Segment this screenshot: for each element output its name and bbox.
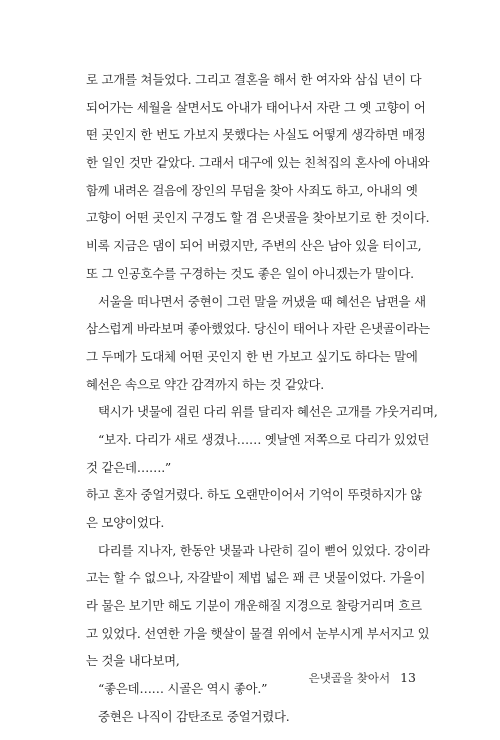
text-line: 비록 지금은 댐이 되어 버렸지만, 주변의 산은 남아 있을 터이고, [86, 238, 422, 254]
text-line: 로 고개를 쳐들었다. 그리고 결혼을 해서 한 여자와 삼십 년이 다 [86, 72, 422, 87]
text-line: 되어가는 세월을 살면서도 아내가 태어나서 자란 그 옛 고향이 어 [86, 99, 426, 115]
text-line: 중현은 나직이 감탄조로 중얼거렸다. [98, 708, 290, 724]
text-line: 것 같은데…….” [86, 459, 172, 475]
running-title: 은냇골을 찾아서 [308, 671, 391, 685]
text-line: 택시가 냇물에 걸린 다리 위를 달리자 혜선은 고개를 갸웃거리며, [98, 404, 438, 420]
text-line: 라 물은 보기만 해도 기분이 개운해질 지경으로 찰랑거리며 흐르 [86, 598, 422, 614]
text-line: 삼스럽게 바라보며 좋아했었다. 당신이 태어나 자란 은냇골이라는 [86, 321, 430, 337]
text-line: 는 것을 내다보며, [86, 653, 180, 669]
text-line: 하고 혼자 중얼거렸다. 하도 오랜만이어서 기억이 뚜렷하지가 않 [86, 487, 422, 503]
text-line: 함께 내려온 걸음에 장인의 무덤을 찾아 사죄도 하고, 아내의 옛 [86, 182, 418, 198]
text-line: “보자. 다리가 새로 생겼나…… 옛날엔 저쪽으로 다리가 있었던 [98, 431, 430, 447]
text-line: 고향이 어떤 곳인지 구경도 할 겸 은냇골을 찾아보기로 한 것이다. [86, 210, 430, 226]
page-number: 13 [400, 670, 416, 685]
text-line: 또 그 인공호수를 구경하는 것도 좋은 일이 아니겠는가 말이다. [86, 265, 414, 281]
body-text [86, 66, 438, 731]
text-line: 그 두메가 도대체 어떤 곳인지 한 번 가보고 싶기도 하다는 말에 [86, 348, 418, 364]
text-line: 한 일인 것만 같았다. 그래서 대구에 있는 친척집의 혼사에 아내와 [86, 155, 430, 171]
text-line: 서울을 떠나면서 중현이 그런 말을 꺼냈을 때 혜선은 남편을 새 [98, 293, 426, 309]
text-line: 혜선은 속으로 약간 감격까지 하는 것 같았다. [86, 376, 325, 392]
text-line: 고 있었다. 선연한 가을 햇살이 물결 위에서 눈부시게 부서지고 있 [86, 625, 430, 641]
page-footer [309, 670, 416, 686]
text-line: 떤 곳인지 한 번도 가보지 못했다는 사실도 어떻게 생각하면 매정 [86, 127, 426, 143]
text-line: 은 모양이었다. [86, 515, 165, 530]
text-line: 다리를 지나자, 한동안 냇물과 나란히 길이 뻗어 있었다. 강이라 [98, 542, 430, 558]
text-line: “좋은데…… 시골은 역시 좋아.” [98, 681, 268, 697]
text-line: 고는 할 수 없으나, 자갈밭이 제법 넓은 꽤 큰 냇물이었다. 가을이 [86, 570, 426, 586]
